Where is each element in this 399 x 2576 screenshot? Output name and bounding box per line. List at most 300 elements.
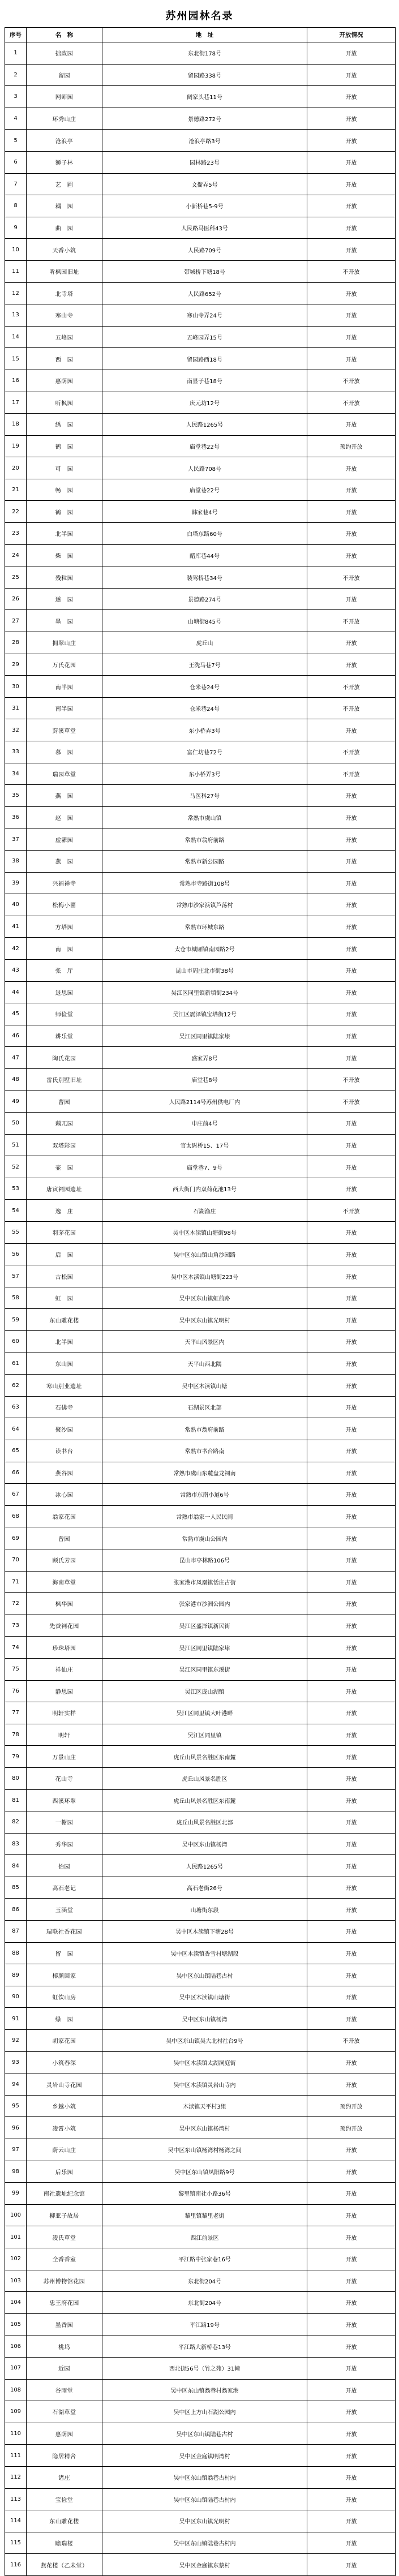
cell-index: 113 [5, 2488, 27, 2510]
table-row [5, 370, 396, 392]
cell-index: 83 [5, 1833, 27, 1855]
header-index: 序号 [5, 28, 27, 42]
table-row [5, 1025, 396, 1047]
table-row [5, 1899, 396, 1921]
cell-name: 后乐园 [27, 2161, 102, 2183]
cell-status: 开放 [307, 1462, 396, 1484]
table-row [5, 2445, 396, 2467]
cell-name: 可 园 [27, 457, 102, 479]
cell-status: 不开放 [307, 260, 396, 282]
cell-status: 不开放 [307, 676, 396, 698]
cell-name: 南半园 [27, 676, 102, 698]
cell-index: 112 [5, 2466, 27, 2488]
table-row [5, 654, 396, 676]
cell-status: 开放 [307, 872, 396, 894]
cell-name: 谷雨堂 [27, 2379, 102, 2401]
cell-name: 绣 园 [27, 414, 102, 436]
cell-name: 东山雕花楼 [27, 2510, 102, 2532]
cell-index: 43 [5, 959, 27, 981]
cell-name: 天香小筑 [27, 239, 102, 261]
cell-name: 惠荫园 [27, 2423, 102, 2445]
cell-status: 开放 [307, 414, 396, 436]
header-name: 名 称 [27, 28, 102, 42]
cell-status: 开放 [307, 1571, 396, 1593]
cell-name: 张 厅 [27, 959, 102, 981]
cell-status: 开放 [307, 1047, 396, 1069]
cell-address: 吴江区盛泽镇新民街 [102, 1615, 307, 1637]
cell-status: 开放 [307, 1680, 396, 1702]
cell-name: 瞻瑞楼 [27, 2532, 102, 2554]
cell-address: 常熟市翁府前路 [102, 1418, 307, 1440]
cell-status: 不开放 [307, 1090, 396, 1113]
cell-address: 人民路1265号 [102, 414, 307, 436]
cell-status: 开放 [307, 1899, 396, 1921]
cell-name: 明轩 [27, 1724, 102, 1746]
cell-status: 开放 [307, 1527, 396, 1549]
cell-status: 开放 [307, 2292, 396, 2314]
table-row [5, 959, 396, 981]
cell-status: 开放 [307, 1724, 396, 1746]
table-row [5, 1527, 396, 1549]
cell-index: 28 [5, 632, 27, 654]
cell-name: 留园 [27, 64, 102, 86]
cell-address: 富仁坊巷72号 [102, 741, 307, 763]
cell-address: 景德路274号 [102, 588, 307, 610]
table-row [5, 1178, 396, 1200]
table-row [5, 785, 396, 807]
cell-index: 106 [5, 2335, 27, 2358]
cell-status: 开放 [307, 1113, 396, 1135]
cell-address: 吴江区同里镇大叶港畔 [102, 1702, 307, 1724]
cell-name: 墨香园 [27, 2313, 102, 2335]
cell-name: 鹤 园 [27, 501, 102, 523]
table-row [5, 1702, 396, 1724]
cell-status: 开放 [307, 2051, 396, 2073]
cell-address: 吴中区木渎镇下塘28号 [102, 1921, 307, 1943]
cell-index: 3 [5, 86, 27, 108]
cell-status: 开放 [307, 1484, 396, 1506]
cell-address: 吴江区同里镇陆家埭 [102, 1637, 307, 1659]
cell-address: 虎丘山风景名胜区北部 [102, 1811, 307, 1834]
table-row [5, 2466, 396, 2488]
cell-status: 预约开放 [307, 435, 396, 457]
cell-status: 开放 [307, 1396, 396, 1418]
cell-name: 赵 园 [27, 806, 102, 828]
cell-name: 逸 庄 [27, 1200, 102, 1222]
cell-index: 35 [5, 785, 27, 807]
cell-address: 马医科27号 [102, 785, 307, 807]
table-row [5, 2401, 396, 2423]
cell-index: 45 [5, 1003, 27, 1025]
table-row [5, 1287, 396, 1309]
cell-name: 北半园 [27, 523, 102, 545]
cell-index: 87 [5, 1921, 27, 1943]
cell-name: 瑞联社香花园 [27, 1921, 102, 1943]
cell-address: 常熟市新公园路 [102, 850, 307, 872]
cell-name: 西溪环翠 [27, 1789, 102, 1811]
table-row [5, 2532, 396, 2554]
cell-index: 30 [5, 676, 27, 698]
cell-name: 启 园 [27, 1243, 102, 1265]
cell-index: 63 [5, 1396, 27, 1418]
cell-name: 退思园 [27, 981, 102, 1003]
cell-address: 木渎镇天平村3组 [102, 2095, 307, 2117]
cell-status: 开放 [307, 981, 396, 1003]
cell-address: 常熟市书台路南 [102, 1440, 307, 1462]
table-row [5, 130, 396, 152]
cell-index: 16 [5, 370, 27, 392]
cell-status: 开放 [307, 2357, 396, 2379]
cell-name: 南 园 [27, 938, 102, 960]
cell-address: 石湖景区北部 [102, 1396, 307, 1418]
table-row [5, 2095, 396, 2117]
cell-status: 开放 [307, 1265, 396, 1287]
cell-address: 东小桥弄3号 [102, 763, 307, 785]
cell-index: 78 [5, 1724, 27, 1746]
cell-index: 39 [5, 872, 27, 894]
table-row [5, 916, 396, 938]
cell-name: 狮子林 [27, 151, 102, 173]
cell-index: 55 [5, 1222, 27, 1244]
table-row [5, 1331, 396, 1353]
cell-name: 惠荫园 [27, 370, 102, 392]
table-row [5, 2139, 396, 2161]
cell-address: 吴江区庞山湖镇 [102, 1680, 307, 1702]
cell-name: 墨 园 [27, 610, 102, 632]
cell-status: 开放 [307, 1921, 396, 1943]
cell-index: 29 [5, 654, 27, 676]
table-row [5, 1243, 396, 1265]
table-row [5, 1593, 396, 1615]
cell-address: 黎里镇黎里老街 [102, 2204, 307, 2226]
table-row [5, 195, 396, 217]
table-row [5, 1549, 396, 1571]
cell-status: 开放 [307, 1615, 396, 1637]
cell-status: 开放 [307, 2445, 396, 2467]
cell-status: 开放 [307, 1986, 396, 2008]
cell-index: 96 [5, 2117, 27, 2139]
cell-index: 64 [5, 1418, 27, 1440]
cell-status: 不开放 [307, 763, 396, 785]
cell-index: 102 [5, 2248, 27, 2270]
table-row [5, 1068, 396, 1090]
cell-index: 15 [5, 348, 27, 370]
cell-index: 62 [5, 1375, 27, 1397]
cell-address: 吴中区东山镇陆巷古村 [102, 1964, 307, 1986]
cell-address: 黎里镇南社小路36号 [102, 2183, 307, 2205]
cell-index: 19 [5, 435, 27, 457]
cell-index: 20 [5, 457, 27, 479]
cell-index: 82 [5, 1811, 27, 1834]
table-row [5, 938, 396, 960]
cell-status: 开放 [307, 501, 396, 523]
cell-name: 耦 园 [27, 195, 102, 217]
cell-address: 人民路马医科43号 [102, 217, 307, 239]
cell-index: 51 [5, 1134, 27, 1156]
cell-status: 开放 [307, 195, 396, 217]
cell-index: 59 [5, 1309, 27, 1331]
cell-index: 9 [5, 217, 27, 239]
cell-address: 常熟市翁家一人民民间 [102, 1505, 307, 1527]
table-row [5, 894, 396, 916]
cell-index: 88 [5, 1942, 27, 1964]
table-row [5, 1767, 396, 1789]
table-row [5, 2270, 396, 2292]
cell-index: 85 [5, 1877, 27, 1899]
cell-index: 76 [5, 1680, 27, 1702]
header-address: 地 址 [102, 28, 307, 42]
cell-index: 47 [5, 1047, 27, 1069]
cell-index: 37 [5, 828, 27, 851]
cell-address: 吴中区东山镇陆巷古村内 [102, 2488, 307, 2510]
cell-address: 吴江区震泽镇宝塔街12号 [102, 1003, 307, 1025]
cell-address: 吴中区东山镇杨湾 [102, 1833, 307, 1855]
cell-index: 110 [5, 2423, 27, 2445]
table-row [5, 588, 396, 610]
cell-index: 68 [5, 1505, 27, 1527]
cell-name: 燕谷园 [27, 1462, 102, 1484]
page-title: 苏州园林名录 [165, 10, 234, 22]
cell-status: 开放 [307, 1505, 396, 1527]
table-row [5, 64, 396, 86]
cell-status: 开放 [307, 2008, 396, 2030]
table-row [5, 872, 396, 894]
cell-index: 8 [5, 195, 27, 217]
cell-index: 93 [5, 2051, 27, 2073]
table-row [5, 326, 396, 348]
cell-status: 开放 [307, 2401, 396, 2423]
cell-status: 开放 [307, 1156, 396, 1178]
cell-address: 平江路19号 [102, 2313, 307, 2335]
table-row [5, 981, 396, 1003]
cell-address: 吴中区东山镇吴大北村社台9号 [102, 2030, 307, 2052]
table-row [5, 1134, 396, 1156]
cell-status: 开放 [307, 2270, 396, 2292]
cell-name: 寒山寺 [27, 304, 102, 327]
cell-status: 开放 [307, 938, 396, 960]
cell-index: 48 [5, 1068, 27, 1090]
cell-name: 东山雕花楼 [27, 1309, 102, 1331]
cell-status: 开放 [307, 2248, 396, 2270]
cell-address: 沧浪亭路3号 [102, 130, 307, 152]
cell-index: 26 [5, 588, 27, 610]
cell-name: 畅 园 [27, 479, 102, 501]
table-row [5, 414, 396, 436]
cell-name: 绿 园 [27, 2008, 102, 2030]
cell-address: 常熟市环城东路 [102, 916, 307, 938]
cell-name: 曲 园 [27, 217, 102, 239]
table-row [5, 217, 396, 239]
table-row [5, 435, 396, 457]
cell-address: 醋库巷44号 [102, 544, 307, 566]
cell-status: 开放 [307, 130, 396, 152]
cell-address: 平江路中张家巷16号 [102, 2248, 307, 2270]
cell-index: 77 [5, 1702, 27, 1724]
cell-address: 常熟市东南小道6号 [102, 1484, 307, 1506]
table-row [5, 151, 396, 173]
table-row [5, 2313, 396, 2335]
cell-address: 虎丘山 [102, 632, 307, 654]
cell-status: 开放 [307, 828, 396, 851]
table-header [5, 28, 396, 42]
table-row [5, 479, 396, 501]
table-row [5, 1440, 396, 1462]
cell-index: 92 [5, 2030, 27, 2052]
table-row [5, 304, 396, 327]
table-row [5, 86, 396, 108]
cell-index: 111 [5, 2445, 27, 2467]
cell-index: 40 [5, 894, 27, 916]
cell-name: 隐居精舍 [27, 2445, 102, 2467]
cell-index: 41 [5, 916, 27, 938]
table-row [5, 2335, 396, 2358]
cell-address: 白塔东路60号 [102, 523, 307, 545]
cell-index: 71 [5, 1571, 27, 1593]
cell-name: 高石老记 [27, 1877, 102, 1899]
cell-name: 燕 园 [27, 850, 102, 872]
cell-name: 听枫园 [27, 392, 102, 414]
cell-name: 石湖草堂 [27, 2401, 102, 2423]
cell-address: 常熟市虞山公园内 [102, 1527, 307, 1549]
cell-index: 67 [5, 1484, 27, 1506]
table-row [5, 1396, 396, 1418]
cell-address: 吴中区木渎镇山塘 [102, 1375, 307, 1397]
cell-status: 开放 [307, 326, 396, 348]
cell-status: 不开放 [307, 566, 396, 589]
cell-address: 吴江区同里镇东溪街 [102, 1658, 307, 1680]
cell-name: 祥仙庄 [27, 1658, 102, 1680]
table-row [5, 2073, 396, 2096]
cell-status: 开放 [307, 1353, 396, 1375]
cell-name: 葑溪草堂 [27, 719, 102, 741]
cell-name: 五峰园 [27, 326, 102, 348]
cell-address: 申庄前4号 [102, 1113, 307, 1135]
table-row [5, 1724, 396, 1746]
cell-index: 108 [5, 2379, 27, 2401]
cell-status: 开放 [307, 1440, 396, 1462]
table-row [5, 1462, 396, 1484]
cell-status: 开放 [307, 1222, 396, 1244]
cell-address: 西北街56号（竹之苑）31幢 [102, 2357, 307, 2379]
cell-status: 开放 [307, 523, 396, 545]
cell-name: 凌霄小筑 [27, 2117, 102, 2139]
cell-index: 80 [5, 1767, 27, 1789]
cell-address: 吴中区木渎镇香雪村塘湖段 [102, 1942, 307, 1964]
cell-status: 预约开放 [307, 2117, 396, 2139]
table-row [5, 239, 396, 261]
cell-name: 师俭堂 [27, 1003, 102, 1025]
cell-index: 115 [5, 2532, 27, 2554]
cell-index: 32 [5, 719, 27, 741]
cell-status: 预约开放 [307, 2095, 396, 2117]
table-row [5, 2008, 396, 2030]
cell-address: 庙堂巷8号 [102, 1068, 307, 1090]
cell-address: 天平山风景区内 [102, 1331, 307, 1353]
cell-name: 柳亚子故居 [27, 2204, 102, 2226]
cell-address: 吴江区同里镇 [102, 1724, 307, 1746]
cell-index: 104 [5, 2292, 27, 2314]
table-body [5, 42, 396, 2576]
cell-status: 不开放 [307, 1200, 396, 1222]
cell-address: 王洗马巷7号 [102, 654, 307, 676]
cell-status: 开放 [307, 850, 396, 872]
cell-status: 开放 [307, 1964, 396, 1986]
cell-name: 听枫园旧址 [27, 260, 102, 282]
cell-address: 人民路652号 [102, 282, 307, 304]
cell-status: 开放 [307, 785, 396, 807]
table-row [5, 260, 396, 282]
cell-address: 留园路338号 [102, 64, 307, 86]
cell-name: 拥翠山庄 [27, 632, 102, 654]
cell-status: 不开放 [307, 741, 396, 763]
cell-index: 97 [5, 2139, 27, 2161]
table-row [5, 1921, 396, 1943]
cell-name: 艺 圃 [27, 173, 102, 195]
cell-index: 114 [5, 2510, 27, 2532]
cell-index: 105 [5, 2313, 27, 2335]
table-row [5, 719, 396, 741]
cell-index: 25 [5, 566, 27, 589]
table-row [5, 1833, 396, 1855]
table-row [5, 42, 396, 65]
cell-index: 107 [5, 2357, 27, 2379]
table-row [5, 1615, 396, 1637]
cell-status: 开放 [307, 916, 396, 938]
cell-address: 山塘街845号 [102, 610, 307, 632]
table-row [5, 523, 396, 545]
cell-name: 先蚕祠花园 [27, 1615, 102, 1637]
cell-address: 园林路23号 [102, 151, 307, 173]
cell-name: 北半园 [27, 1331, 102, 1353]
cell-index: 21 [5, 479, 27, 501]
cell-index: 84 [5, 1855, 27, 1877]
cell-address: 太仓市城厢镇南园路2号 [102, 938, 307, 960]
table-row [5, 2248, 396, 2270]
cell-index: 23 [5, 523, 27, 545]
table-row [5, 1200, 396, 1222]
cell-index: 95 [5, 2095, 27, 2117]
cell-name: 玉涵堂 [27, 1899, 102, 1921]
cell-status: 开放 [307, 1309, 396, 1331]
cell-address: 吴中区东山镇翁巷村翁家港 [102, 2379, 307, 2401]
table-row [5, 1353, 396, 1375]
cell-status: 开放 [307, 2510, 396, 2532]
cell-address: 吴江区同里镇新填街234号 [102, 981, 307, 1003]
cell-address: 高石老街26号 [102, 1877, 307, 1899]
cell-index: 61 [5, 1353, 27, 1375]
cell-address: 平江路大新桥巷13号 [102, 2335, 307, 2358]
cell-address: 小新桥巷5-9号 [102, 195, 307, 217]
cell-index: 89 [5, 1964, 27, 1986]
cell-address: 石湖渔庄 [102, 1200, 307, 1222]
cell-name: 读书台 [27, 1440, 102, 1462]
cell-name: 诸庄 [27, 2466, 102, 2488]
cell-index: 27 [5, 610, 27, 632]
cell-name: 拙政园 [27, 42, 102, 65]
cell-name: 全香香室 [27, 2248, 102, 2270]
cell-status: 开放 [307, 1767, 396, 1789]
cell-address: 东小桥弄3号 [102, 719, 307, 741]
cell-index: 18 [5, 414, 27, 436]
cell-address: 带城桥下塘18号 [102, 260, 307, 282]
cell-name: 蔚云山庄 [27, 2139, 102, 2161]
cell-index: 90 [5, 1986, 27, 2008]
cell-status: 开放 [307, 64, 396, 86]
cell-address: 张家港市凤凰镇恬庄古街 [102, 1571, 307, 1593]
cell-address: 官太尉桥15、17号 [102, 1134, 307, 1156]
cell-address: 常熟市翁府前路 [102, 828, 307, 851]
cell-name: 冰心园 [27, 1484, 102, 1506]
